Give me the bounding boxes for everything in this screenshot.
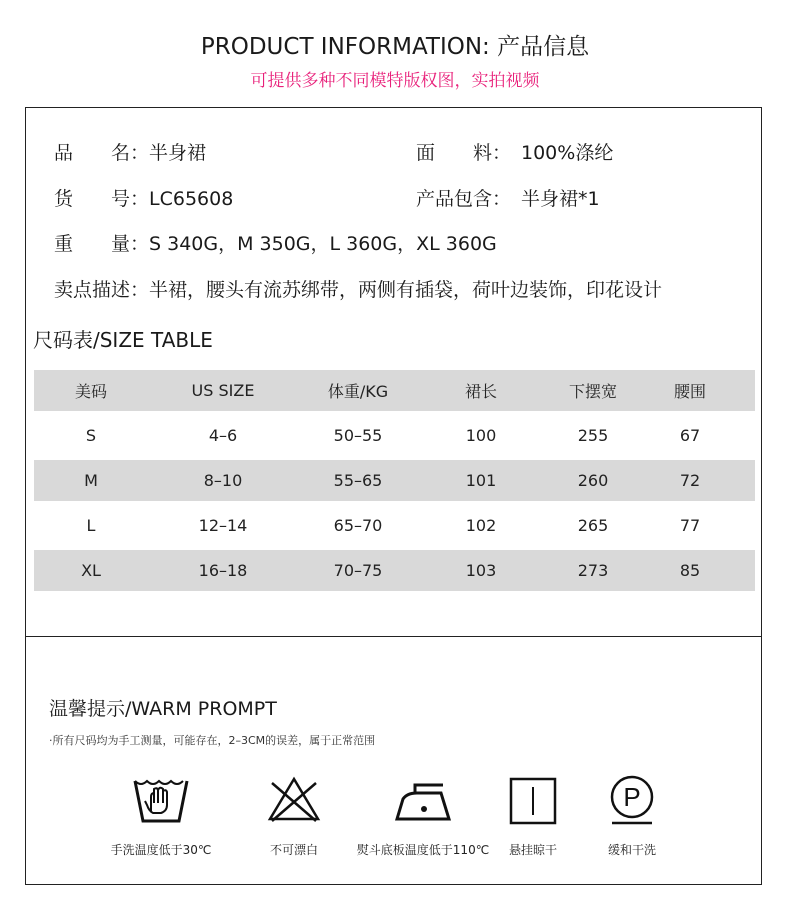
table-cell: 77 [679, 516, 701, 535]
info-material-label: 面 料： [416, 142, 512, 164]
table-cell: 55–65 [333, 471, 383, 490]
table-cell: 100 [465, 426, 497, 445]
info-contents [416, 184, 600, 211]
care-label: 不可漂白 [269, 843, 318, 857]
size-table-header [34, 370, 755, 411]
info-sku [54, 184, 233, 211]
info-features-label: 卖点描述： [54, 279, 150, 301]
table-cell: 85 [679, 561, 701, 580]
table-cell: 70–75 [333, 561, 383, 580]
info-contents-label: 产品包含： [416, 188, 512, 210]
header-cell: US SIZE [191, 381, 255, 400]
table-cell: M [84, 471, 98, 490]
table-cell: 65–70 [333, 516, 383, 535]
table-cell: 4–6 [208, 426, 238, 445]
header-cell: 裙长 [464, 382, 497, 401]
header-cell: 下摆宽 [568, 382, 617, 401]
care-item-hand-wash [86, 773, 236, 858]
table-cell: 50–55 [333, 426, 383, 445]
table-cell: 260 [577, 471, 609, 490]
info-weight [54, 229, 497, 256]
care-label: 悬挂晾干 [508, 843, 557, 857]
table-row [34, 505, 755, 546]
care-item-dry-clean [557, 773, 707, 858]
no-bleach-icon [262, 773, 326, 827]
table-row [34, 460, 755, 501]
table-row [34, 415, 755, 456]
table-cell: 16–18 [198, 561, 248, 580]
care-label: 手洗温度低于30℃ [110, 843, 212, 857]
table-cell: 67 [679, 426, 701, 445]
info-sku-label: 货 号： [54, 188, 150, 210]
table-cell: L [86, 516, 96, 535]
table-cell: 12–14 [198, 516, 248, 535]
size-table-title: 尺码表/SIZE TABLE [33, 328, 213, 352]
page-title: PRODUCT INFORMATION: 产品信息 [200, 34, 590, 60]
header-cell: 体重/KG [327, 382, 389, 401]
dry-clean-p-icon [600, 773, 664, 827]
info-material-value: 100%涤纶 [521, 142, 614, 164]
table-cell: 101 [465, 471, 497, 490]
table-cell: 265 [577, 516, 609, 535]
header-cell: 腰围 [673, 382, 706, 401]
info-features [54, 275, 662, 302]
line-dry-icon [501, 773, 565, 827]
product-info-panel [25, 107, 762, 885]
care-label: 缓和干洗 [607, 843, 656, 857]
iron-low-icon [391, 773, 455, 827]
info-weight-value: S 340G，M 350G，L 360G，XL 360G [149, 233, 497, 255]
care-label: 熨斗底板温度低于110℃ [356, 843, 490, 857]
table-row [34, 550, 755, 591]
table-cell: 8–10 [203, 471, 243, 490]
info-weight-label: 重 量： [54, 233, 150, 255]
hand-wash-icon [129, 773, 193, 827]
info-name-label: 品 名： [54, 142, 150, 164]
table-cell: 103 [465, 561, 497, 580]
info-name [54, 138, 206, 165]
warm-prompt-note: ·所有尺码均为手工测量，可能存在，2–3CM的误差，属于正常范围 [49, 734, 376, 747]
info-contents-value: 半身裙*1 [521, 188, 600, 210]
table-cell: S [85, 426, 97, 445]
size-table [34, 370, 755, 595]
svg-text:P: P [623, 782, 641, 812]
info-name-value: 半身裙 [149, 142, 207, 164]
care-item-no-bleach [219, 773, 369, 858]
page-subtitle: 可提供多种不同模特版权图，实拍视频 [250, 71, 540, 91]
section-divider [26, 636, 761, 637]
warm-prompt-title: 温馨提示/WARM PROMPT [49, 698, 277, 720]
table-cell: 102 [465, 516, 497, 535]
table-cell: 273 [577, 561, 609, 580]
table-cell: 255 [577, 426, 609, 445]
header-cell: 美码 [74, 382, 107, 401]
table-cell: XL [81, 561, 101, 580]
info-material [416, 138, 613, 165]
info-features-value: 半裙，腰头有流苏绑带，两侧有插袋，荷叶边装饰，印花设计 [149, 279, 663, 301]
info-sku-value: LC65608 [149, 188, 234, 210]
table-cell: 72 [679, 471, 701, 490]
